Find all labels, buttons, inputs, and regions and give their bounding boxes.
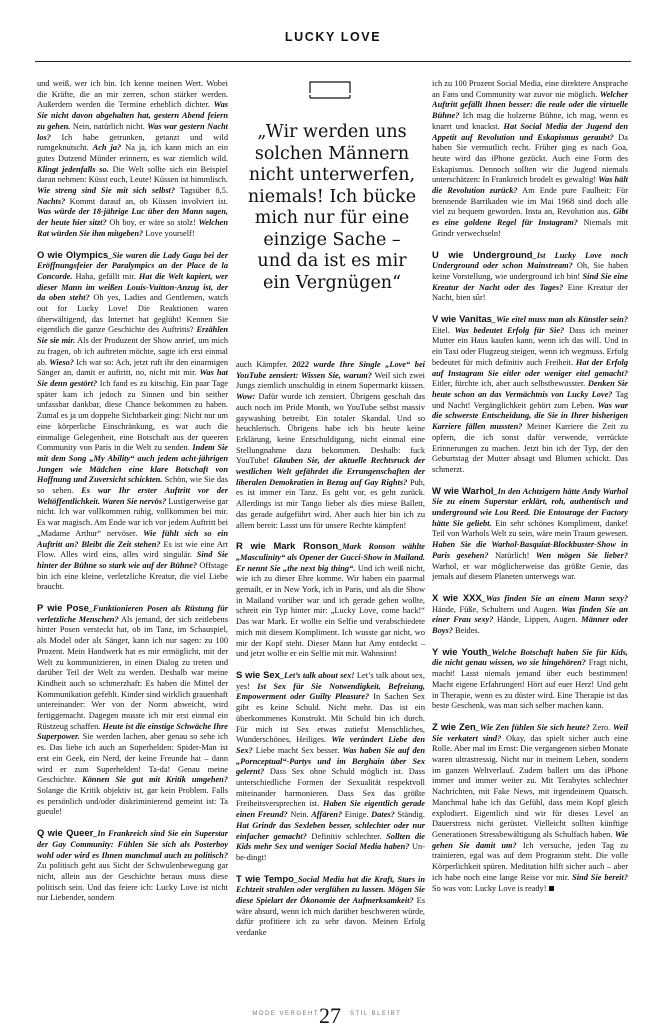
interview-question: Gibt es eine goldene Regel für Instagram? [432, 207, 628, 228]
interview-question: Hat Social Media der Jugend den Appetit auf Revolution und Eskapismus geraubt? [432, 121, 628, 142]
interview-question: Können Sie gut mit Kritik umgehen? [82, 775, 228, 785]
answer-text: Oh, Sie haben keine Vorstellung, wie underground ich bin! [432, 261, 628, 281]
interview-question: Ist Sex für Sie Notwendigkeit, Befreiung, Empowerment oder Guilty Pleasure? [236, 681, 425, 702]
interview-question: Was hält die Revolution zurück? [432, 175, 628, 196]
answer-text: Nein. [287, 810, 312, 820]
interview-question: Was war die schwerste Entscheidung, die Sie in Ihrer bisherigen Karriere fällen mussten? [432, 400, 628, 432]
article-paragraph [236, 360, 425, 531]
interview-question: Wow: [236, 392, 256, 402]
answer-text: Eitel. [432, 325, 455, 335]
answer-text: Solange die Kritik objektiv ist, gar kein Problem. Falls es persönlich und/oder diskriminierend gemeint ist: Ta gueule! [37, 786, 228, 817]
answer-text: Hände, Lippen, Augen. [493, 615, 582, 625]
answer-text: Es ist wie eine Art Flow. Alles wird eins, alles wird singulär. [37, 539, 228, 560]
answer-text: Als der Produzent der Show anrief, um mich zu fragen, ob ich auftreten möchte, sagte ich erst einmal ab. [37, 336, 228, 367]
interview-question: Haben Sie die Warhol-Basquiat-Blockbuster-Show in Paris gesehen? [432, 540, 628, 560]
answer-text: Warhol, er war möglicherweise das größte Genie, das jemals auf diesem Planeten unterwegs war. [432, 561, 628, 582]
interview-question: Haben Sie eigentlich gerade einen Freund? [236, 799, 425, 820]
answer-text: Ich war so: Ach, jetzt ruft ihr den einarmigen Sänger an, damit er auftritt, no, nicht mit mir. [37, 357, 228, 378]
interview-question: Nachts? [37, 196, 66, 206]
footer-left-text: MODE VERGEHT [252, 1011, 319, 1017]
interview-question: _Welche Botschaft haben Sie für Kids, die nicht genau wissen, wo sie hingehören? [432, 647, 628, 668]
answer-text: In Sachen Sex gibt es keine Schuld. Nicht mehr. Das ist ein überkommenes Konstrukt. Mit Schuld bin ich durch. Für mich ist Sex etwas zutiefst Menschliches, Wunderschönes, Heiliges. [236, 692, 425, 745]
interview-section [37, 828, 228, 904]
interview-section [432, 314, 628, 476]
quote-frame-icon [308, 79, 352, 101]
section-heading: S wie Sex [236, 668, 280, 680]
answer-text: Niemals mit Grindr verwechseln! [432, 218, 628, 238]
interview-section [236, 874, 425, 939]
interview-question: _Funktionieren Posen als Rüstung für verletzliche Menschen? [37, 604, 228, 624]
answer-text: auch Kämpfer. [236, 360, 293, 369]
answer-text: Eitler, fürchte ich, aber auch selbstbewusster. [432, 379, 588, 389]
interview-question: Wie veründert Liebe den Sex? [236, 735, 425, 755]
answer-text: Dass ich meiner Mutter ein Haus kaufen kann, wenn ich das will. Und in ein Taxi oder Flugzeug steigen, wenn ich wegmuss. Erfolg bedeutet für mich definitiv auch Freiheit. [432, 325, 628, 367]
interview-question: _Mark Ronson wählte „Masculinity“ als Opener der Gucci-Show in Mailand. Er nennt Sie „the next big thing“. [236, 542, 425, 573]
answer-text: Schön, wie Sie das so sehen. [37, 475, 228, 496]
interview-section [432, 486, 628, 583]
answer-text: Sie werden lachen, aber genau so sehe ich es. Das liebe ich auch an Superhelden: Spider-Man ist erst ein Geek, ein Nerd, der keine Freunde hat – dann wird er zum Superhelden! Ta-da! Genau meine Geschichte. [37, 732, 228, 785]
interview-section [37, 250, 228, 594]
answer-text: Und ich weiß nicht, wie ich zu dieser Ehre komme. Wir haben ein paarmal gemailt, er in New York, ich in Paris, und als die Show in Mailand vorüber war und ich gerade gehen wollte, schreit ein Typ hinter mir: „Lucky Love, come back!“ Das war Mark. Er wollte ein Selfie und verabschiedete mich mit diesem Kompliment. Ich wusste gar nicht, wo mir der Kopf steht. Dieser Mann hat Amy entdeckt – und jetzt wollte er ein Selfie mit mir. Wahnsinn! [236, 563, 425, 659]
article-column-2 [236, 360, 425, 985]
interview-question: Hat Grindr das Sexleben besser, schlechter oder nur einfacher gemacht? [236, 820, 425, 841]
page-number: 27 [319, 1003, 341, 1028]
interview-question: Sind Sie hinter der Bühne so stark wie auf der Bühne? [37, 550, 228, 570]
answer-text: Dass Sex ohne Schuld möglich ist. Dass unterschiedliche Formen der Sexualität respektvoll miteinander harmonieren. Dass Sex das größte Freiheitsversprechen ist. [236, 767, 425, 809]
interview-section [37, 603, 228, 818]
section-heading: W wie Warhol [432, 484, 494, 496]
answer-text: Ich fand es zu kitschig. Ein paar Tage später kam ich jedoch zu Sinnen und bin seither unfassbar dankbar, diese Chance bekommen zu haben. Zumal es ja um doppelte Sichtbarkeit ging: Nicht nur um eine körperliche Einschränkung, es war auch die einmalige Gelegenheit, eine Botschaft aus der queeren Community von Paris in die Welt zu senden. [37, 378, 228, 453]
answer-text: Es wäre absurd, wenn ich mich darüber beschweren würde, dafür profitiere ich zu sehr davon. Meinen Erfolg verdanke [236, 896, 425, 938]
page-footer [0, 1003, 666, 1027]
article-paragraph [432, 79, 628, 240]
section-heading: Y wie Youth [432, 645, 488, 657]
answer-text: Haha, gefällt mir. [72, 271, 139, 281]
answer-text: Dafür wurde ich zensiert. Übrigens geschah das auch noch im Pride Month, wo YouTube selbst massiv gaywashing betreibt. Ein totaler Skandal. Und so heuchlerisch. Übrigens habe ich bis heute keine Erklärung, keine Entschuldigung, nicht einmal eine Stellungnahme dazu bekommen. Deshalb: fuck YouTube! [236, 392, 425, 466]
interview-question: Glauben Sie, der aktuelle Rechtsruck der westlichen Welt gefährdet die Errungenschaften der liberalen Demokratien in Bezug auf Gay Rights? [236, 456, 425, 487]
interview-question: Welcher Auftritt gefällt Ihnen besser: die reale oder die virtuelle Bühne? [432, 89, 628, 121]
answer-text: Am Ende pure Faulheit: Für brennende Barrikaden wie im Mai 1968 sind doch alle viel zu bequem geworden. Insta an, Revolution aus. [432, 186, 628, 217]
interview-question: _In Frankreich sind Sie ein Superstar der Gay Community: Fühlen Sie sich als Posterboy wohl oder wird es Ihnen manchmal auch zu politisch? [37, 829, 228, 860]
interview-question: _Sie waren die Lady Gaga bei der Eröffnungsfeier der Paralympics an der Place de la Concorde. [37, 250, 228, 281]
end-mark-icon [549, 886, 554, 891]
answer-text: Ich mag die holzerne Bühne, ich mag, wenn es knarrt und knackst. [432, 111, 628, 131]
interview-question: Dates? [371, 810, 395, 820]
interview-question: Heute ist die einstige Schwäche Ihre Superpower. [37, 721, 228, 742]
interview-section [236, 541, 425, 660]
interview-question: _Social Media hat die Kraft, Stars in Echtzeit strahlen oder verglühen zu lassen. Mögen Sie diese Spielart der Ökonomie der Aufmerksamkeit? [236, 874, 425, 906]
interview-question: Wie streng sind Sie mit sich selbst? [37, 186, 176, 196]
interview-question: Was finden Sie an einer Frau sexy? [432, 604, 628, 625]
interview-question: Was hat Sie denn gestört? [37, 368, 228, 388]
answer-text: Weil sich zwei Jungs ziemlich unschuldig in einem Supermarkt küssen. [236, 370, 425, 391]
interview-question: Denken Sie heute schon an das Vermächtnis von Lucky Love? [432, 379, 628, 399]
interview-question: Sind Sie bereit? [572, 872, 628, 882]
answer-text: Definitiv schlechter. [306, 831, 387, 841]
answer-text: Tag und Nacht! Vergänglichkeit gehört zum Leben. [432, 389, 628, 410]
answer-text: Nein, natürlich nicht. [70, 121, 148, 131]
answer-text: Natürlich! [488, 550, 536, 560]
interview-question: Wie fühlt sich so ein Auftritt an? Bleibt die Zeit stehen? [37, 528, 228, 549]
interview-question: Was haben Sie auf den „Pornceptual“-Partys und im Berghain über Sex gelernt? [236, 745, 425, 777]
interview-question: _Wie eitel muss man als Künstler sein? [491, 315, 628, 325]
answer-text: Okay, das spielt sicher auch eine Rolle. Aber mal im Ernst: Die vergangenen sieben Monate waren ultrastressig. Nicht nur in meinem Leben, sondern im ganzen Weltverlauf. Zudem ballert uns das iPhone immer und immer weiter zu. Mit Terabytes schlechter Nachrichten, mit Fake News, mit irgendeinem Quatsch. Manchmal habe ich das Gefühl, dass mein Kopf gleich explodiert. Eigentlich sind wir für dieses Level an Dauerstress nicht gerüstet. Vielleicht sollten künftige Generationen Stressbewältigung als Schulfach haben. [432, 733, 628, 839]
answer-text: Tagsüber 8,5. [175, 186, 228, 196]
interview-question: _Wie Zen fühlen Sie sich heute? [475, 722, 590, 732]
answer-text: Ein sehr schönes Kompliment, danke! Teil von Warhols Welt zu sein, wäre mein Traum gewesen. [432, 518, 628, 539]
interview-question: Klingt jedenfalls so. [37, 164, 109, 174]
interview-question: Was war gestern Nacht los? [37, 121, 228, 142]
interview-section [236, 670, 425, 864]
answer-text: Oh boy, er wäre so stolz! [106, 218, 199, 228]
interview-question: Was Sie nicht davon abgehalten hat, gestern Abend feiern zu gehen. [37, 100, 228, 131]
answer-text: Ständig. [394, 810, 425, 820]
answer-text: Meiner Karriere die Zeit zu opfern, die ich sonst dafür verwende, verrückte Erinnerungen zu machen. Jetzt bin ich der Typ, der den Geburtstag der Mutter absagt und Blumen schickt. Das schmerzt. [432, 422, 628, 474]
interview-question: 2022 wurde Ihre Single „Love“ bei YouTube zensiert: Wissen Sie, warum? [236, 360, 425, 380]
interview-question: _Let’s talk about sex! [279, 670, 355, 680]
section-heading: V wie Vanitas [432, 313, 492, 325]
answer-text: Die Welt sollte sich ein Beispiel daran nehmen: Küsst euch, Leute! Küssen ist himmlisch. [37, 164, 228, 185]
answer-text: ich zu 100 Prozent Social Media, eine direktere Ansprache an Fans und Community war zuvor nie möglich. [432, 79, 628, 99]
magazine-title: LUCKY LOVE [284, 30, 382, 44]
section-heading: O wie Olympics [37, 248, 109, 260]
interview-question: Wieso? [49, 357, 74, 367]
answer-text: Ich habe getrunken, getanzt und wild rumgeknutscht. [37, 132, 228, 153]
interview-question: Was bedeutet Erfolg für Sie? [454, 325, 565, 335]
answer-text: Let’s talk about sex, yes! [236, 670, 425, 691]
section-heading: X wie XXX [432, 591, 482, 603]
footer-right-text: STIL BLEIBT [350, 1011, 402, 1017]
article-paragraph [37, 79, 228, 240]
interview-section [432, 250, 628, 305]
section-heading: R wie Mark Ronson [236, 540, 339, 552]
answer-text: Ich versuche, jeden Tag zu trainieren, egal was auf dem Programm steht. Die volle Körperlichkeit spüren. Meditation hilft sicher auch – aber ich habe noch eine lange Reise vor mir. [432, 840, 628, 882]
interview-section [432, 647, 628, 712]
answer-text: Puh, es ist immer ein Tanz. Es geht vor, es geht zurück. Allerdings ist mir Tango lieber als dies miese Ballett, das gerade aufgeführt wird. Aber auch hier bin ich zu allem bereit: Lasst uns für unsere Rechte kämpfen! [236, 477, 425, 530]
section-heading: P wie Pose [37, 602, 89, 614]
interview-question: Hat der Erfolg auf Instagram Sie eitler oder weniger eitel gemacht? [432, 357, 628, 378]
interview-section [432, 722, 628, 894]
answer-text: Einige. [342, 810, 372, 820]
section-heading: U wie Underground [432, 248, 533, 260]
answer-text: Da haben Sie vermutlich recht. Früher ging es nach Goa, heute wird das iPhone gezückt. Auch eine Form des Eskapismus. Dennoch sollten wir die Jugend niemals unterschätzen: In Frankreich brodelt es gewaltig! [432, 132, 628, 185]
answer-text: Kommt darauf an, ob Küssen involviert ist. [65, 196, 228, 206]
answer-text: und weiß, wer ich bin. Ich kenne meinen Wert. Wobei die Kräfte, die an mir zerren, schon stärker werden. Außerdem werden die Termine erheblich dichter. [37, 79, 228, 110]
answer-text: Hände, Füße, Schultern und Augen. [432, 604, 562, 614]
interview-question: _In den Achtzigern hätte Andy Warhol Sie zu einem Superstar erklärt, roh, authentisch und underground wie Lou Reed. Die Entourage der Factory hätte Sie geliebt. [432, 486, 628, 528]
interview-question: Indem Sie mit dem Song „My Ability“ auch jedem acht-jährigen Jungen wie Mädchen eine klare Botschaft von Hoffnung und Zuversicht schickten. [37, 443, 228, 485]
interview-question: Ach ja? [92, 143, 122, 153]
answer-text: Na ja, ich kann mich an ein gutes Dutzend Münder erinnern, es war ziemlich wild. [37, 143, 228, 163]
interview-question: Weil Sie verkatert sind? [432, 722, 628, 743]
interview-question: _Was finden Sie an einem Mann sexy? [481, 593, 628, 603]
answer-text: Zu politisch geht aus Sicht der Schwulenbewegung gar nicht, allein aus der Geschichte heraus muss diese politisch sein. Und das feiere ich: Lucky Love ist nicht nur Liebender, sondern [37, 861, 228, 903]
interview-section [432, 593, 628, 637]
pull-quote: „Wir werden uns solchen Männern nicht unterwerfen, niemals! Ich bücke mich nur für eine einzige Sache – und da ist es mir ein Vergnügen“ [247, 122, 417, 293]
answer-text: Offstage bin ich eine kleine, verletzliche Kreatur, die viel Liebe braucht. [37, 560, 228, 592]
interview-question: Wie gehen Sie damit um? [432, 830, 628, 850]
interview-question: Es war Ihr erster Auftritt vor der Weltöffentlichkeit. Waren Sie nervös? [37, 486, 228, 506]
interview-question: Hat die Welt kapiert, wer dieser Mann im weißen Louis-Vuitton-Anzug ist, der da oben steht? [37, 271, 228, 303]
section-heading: Z wie Zen [432, 720, 476, 732]
interview-question: Sind Sie eine Kreatur der Nacht oder des Tages? [432, 271, 628, 292]
interview-question: Sollten die Kids mehr Sex und weniger Social Media haben? [236, 831, 425, 852]
answer-text: Als jemand, der sich zeitlebens hinter Posen versteckt hat, ob im Tanz, im Schauspiel, als Model oder als Sänger, kann ich nur sagen: zu 100 Prozent. Mein Handwerk hat es mir ermöglicht, mit der Welt zu kommunizieren, in einen Dialog zu treten und darüber Teil der Welt zu werden. Deshalb war meine Kindheit auch so schmerzhaft: Es haben die Mittel der Kommunikation gefehlt. Kinder sind wirklich grauenhaft untereinander: Wer von der Norm abweicht, wird fertiggemacht. Dagegen musste ich mir erst einmal ein Rüstzeug schaffen. [37, 614, 228, 731]
answer-text: Love yourself! [143, 228, 195, 238]
answer-text: Un-be-dingt! [236, 842, 425, 862]
section-heading: Q wie Queer [37, 827, 94, 839]
interview-question: _Ist Lucky Love noch Underground oder schon Mainstream? [432, 250, 628, 271]
article-column-3 [432, 79, 628, 979]
answer-text: Zero. [589, 722, 613, 732]
page-header [0, 0, 666, 58]
interview-question: Erzählen Sie sie mir. [37, 325, 228, 346]
answer-text: Lustigerweise gar nicht. Ich war vollkommen ruhig, vollkommen bei mir. Es war magisch. Am Ende war ich vor jedem Auftritt bei „Madame Arthur“ nervöser. [37, 496, 228, 538]
interview-question: Männer oder Boys? [432, 615, 628, 636]
interview-question: Wen mögen Sie lieber? [535, 550, 628, 560]
header-rule [35, 61, 631, 62]
answer-text: Oh yes, Ladies and Gentlemen, watch out for Lucky Love! Die Reaktionen waren überwältigend, das Internet hat geglüht! Kennen Sie eigentlich die ganze Geschichte des Auftritts? [37, 293, 228, 335]
answer-text: Liebe macht Sex besser. [252, 745, 343, 755]
answer-text: Beides. [452, 626, 480, 636]
answer-text: Fragt nicht, macht! Lasst niemals jemand über euch bestimmen! Macht eigene Erfahrungen! Hört auf euer Herz! Und geht in Therapie, wenn es zu düster wird. Eine Therapie ist das beste Geschenk, was man sich selber machen kann. [432, 658, 628, 711]
answer-text: So was von: Lucky Love is ready! [432, 883, 547, 893]
interview-question: Affären? [311, 810, 343, 820]
section-heading: T wie Tempo [236, 872, 294, 884]
answer-text: Eine Kreatur der Nacht, bien sûr! [432, 282, 628, 303]
article-column-1 [37, 79, 228, 985]
interview-question: Welchen Rat würden Sie ihm mitgeben? [37, 218, 228, 238]
interview-question: Was würde der 18-jährige Luc über den Mann sagen, der heute hier sitzt? [37, 207, 228, 228]
